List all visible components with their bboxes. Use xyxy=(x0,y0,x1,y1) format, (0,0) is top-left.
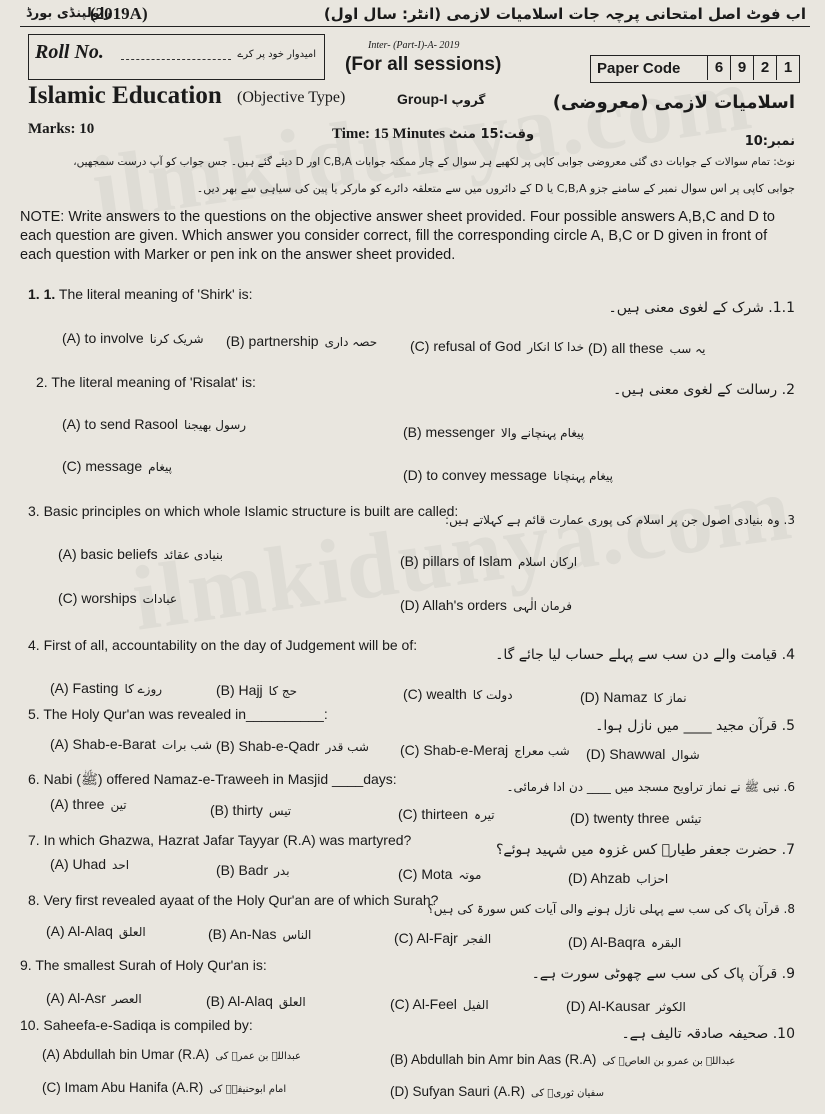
subject-en: Islamic Education xyxy=(28,82,222,109)
question-10-urdu: 10. صحیفہ صادقہ تالیف ہے۔ xyxy=(621,1026,795,1042)
paper-code-digit-3: 2 xyxy=(753,56,776,80)
q1-option-c: (C) refusal of God خدا کا انکار xyxy=(410,338,585,354)
paper-code-box xyxy=(590,55,800,83)
question-2-text xyxy=(36,374,256,390)
question-2-urdu: 2. رسالت کے لغوی معنی ہیں۔ xyxy=(613,382,795,398)
q1-option-b: (B) partnership حصہ داری xyxy=(226,333,378,349)
q1-option-d: (D) all these یہ سب xyxy=(588,340,706,356)
q3-option-a: (A) basic beliefs بنیادی عقائد xyxy=(58,546,223,562)
question-4-text xyxy=(28,637,417,653)
question-8-en: Very first revealed ayaat of the Holy Qur'an are of which Surah? xyxy=(43,892,439,908)
question-4-urdu: 4. قیامت والے دن سب سے پہلے حساب لیا جائے گا۔ xyxy=(495,647,795,663)
question-3-num: 3. xyxy=(28,503,40,519)
q10-option-c: (C) Imam Abu Hanifa (A.R) امام ابوحنیفہؒ کی xyxy=(42,1080,287,1095)
question-10-num: 10. xyxy=(20,1017,40,1033)
q3-option-d: (D) Allah's orders فرمان الٰہی xyxy=(400,597,573,613)
q8-option-b: (B) An-Nas الناس xyxy=(208,926,312,942)
question-10-en: Saheefa-e-Sadiqa is compiled by: xyxy=(43,1017,253,1033)
urdu-instruction-line1: نوٹ: تمام سوالات کے جوابات دی گئی معروضی جوابی کاپی پر لکھیے ہر سوال کے چار ممکنہ جوابات C,B,A اور D دیئے گئے ہیں۔ جس جواب کو آپ درست سمجھیں، xyxy=(73,156,795,168)
group-urdu: گروپ xyxy=(451,93,486,107)
question-6-num: 6. xyxy=(28,771,40,787)
q9-option-b: (B) Al-Alaq العلق xyxy=(206,993,306,1009)
question-9-en: The smallest Surah of Holy Qur'an is: xyxy=(35,957,267,973)
question-8-urdu: 8. قرآن پاک کی سب سے پہلی نازل ہونے والی آیات کس سورۃ کی ہیں؟ xyxy=(427,902,795,916)
q7-option-b: (B) Badr بدر xyxy=(216,862,290,878)
q4-option-a: (A) Fasting روزے کا xyxy=(50,680,163,696)
q8-option-d: (D) Al-Baqra البقرہ xyxy=(568,934,682,950)
question-3-en: Basic principles on which whole Islamic structure is built are called: xyxy=(43,503,459,519)
marks-label: Marks: 10 xyxy=(28,121,95,137)
paper-code-digit-2: 9 xyxy=(730,56,753,80)
marks-urdu: نمبر:10 xyxy=(744,134,795,149)
board-code: (2019A) xyxy=(90,4,148,23)
paper-code-label: Paper Code xyxy=(597,60,681,77)
q5-option-c: (C) Shab-e-Meraj شب معراج xyxy=(400,742,570,758)
urdu-title: اب فوٹ اصل امتحانی پرچہ جات اسلامیات لازمی (انٹر: سال اول) xyxy=(323,5,806,23)
q4-option-d: (D) Namaz نماز کا xyxy=(580,689,687,705)
question-4-en: First of all, accountability on the day of Judgement will be of: xyxy=(43,637,418,653)
q7-option-d: (D) Ahzab احزاب xyxy=(568,870,669,886)
urdu-instruction-line2: جوابی کاپی پر اس سوال نمبر کے سامنے جزو C,B,A یا D کے دائروں میں سے متعلقہ دائرے کو مارکر یا پین کی سیاہی سے بھر دیں۔ xyxy=(196,182,795,195)
question-5-num: 5. xyxy=(28,706,40,722)
q4-option-b: (B) Hajj حج کا xyxy=(216,682,298,698)
question-5-text xyxy=(28,706,328,722)
q3-option-c: (C) worships عبادات xyxy=(58,590,177,606)
q6-option-c: (C) thirteen تیرہ xyxy=(398,806,495,822)
question-1-urdu: 1.1. شرک کے لغوی معنی ہیں۔ xyxy=(608,300,795,316)
question-9-num: 9. xyxy=(20,957,32,973)
question-5-en: The Holy Qur'an was revealed in__________: xyxy=(43,706,328,722)
paper-code-digit-4: 1 xyxy=(776,56,799,80)
paper-code-digit-1: 6 xyxy=(707,56,730,80)
question-6-text xyxy=(28,771,397,791)
q2-option-b: (B) messenger پیغام پہنچانے والا xyxy=(403,424,585,440)
question-7-num: 7. xyxy=(28,832,40,848)
q9-option-c: (C) Al-Feel الفیل xyxy=(390,996,489,1012)
q2-option-a: (A) to send Rasool رسول بھیجنا xyxy=(62,416,247,432)
q4-option-c: (C) wealth دولت کا xyxy=(403,686,513,702)
q2-option-d: (D) to convey message پیغام پہنچانا xyxy=(403,467,613,483)
top-header-strip xyxy=(20,4,810,27)
q10-option-b: (B) Abdullah bin Amr bin Aas (R.A) عبداللہ بن عمرو بن العاصؓ کی xyxy=(390,1052,736,1067)
question-2-num: 2. xyxy=(36,374,48,390)
question-6-en: Nabi (ﷺ) offered Namaz-e-Traweeh in Masjid ____days: xyxy=(43,771,397,787)
group-en: Group-I xyxy=(397,91,448,107)
q2-option-c: (C) message پیغام xyxy=(62,458,172,474)
q3-option-b: (B) pillars of Islam ارکان اسلام xyxy=(400,553,578,569)
q7-option-a: (A) Uhad احد xyxy=(50,856,130,872)
q1-option-a: (A) to involve شریک کرنا xyxy=(62,330,204,346)
roll-no-blank xyxy=(121,59,231,60)
question-5-urdu: 5. قرآن مجید ____ میں نازل ہوا۔ xyxy=(595,718,795,734)
type-en: (Objective Type) xyxy=(237,89,346,106)
question-1-num: 1. 1. xyxy=(28,286,56,302)
question-1-en: The literal meaning of 'Shirk' is: xyxy=(58,286,253,302)
question-8-text xyxy=(28,892,438,908)
time-label xyxy=(332,126,534,143)
question-3-urdu: 3. وہ بنیادی اصول جن پر اسلام کی پوری عمارت قائم ہے کہلاتے ہیں: xyxy=(445,513,795,527)
time-en: Time: 15 Minutes xyxy=(332,126,446,142)
question-7-urdu: 7. حضرت جعفر طیارؓ کس غزوہ میں شہید ہوئے؟ xyxy=(495,842,795,858)
roll-no-urdu: امیدوار خود پر کرے xyxy=(237,49,316,60)
question-4-num: 4. xyxy=(28,637,40,653)
q9-option-d: (D) Al-Kausar الکوثر xyxy=(566,998,686,1014)
question-9-text xyxy=(20,957,267,973)
question-10-text xyxy=(20,1017,253,1033)
q7-option-c: (C) Mota موتہ xyxy=(398,866,482,882)
q5-option-b: (B) Shab-e-Qadr شب قدر xyxy=(216,738,369,754)
inter-label: Inter- (Part-I)-A- 2019 xyxy=(368,40,460,51)
q6-option-b: (B) thirty تیس xyxy=(210,802,292,818)
question-2-en: The literal meaning of 'Risalat' is: xyxy=(51,374,256,390)
question-1-text xyxy=(28,286,253,302)
question-7-en: In which Ghazwa, Hazrat Jafar Tayyar (R.A) was martyred? xyxy=(43,832,412,848)
q6-option-d: (D) twenty three تیئس xyxy=(570,810,702,826)
q10-option-d: (D) Sufyan Sauri (A.R) سفیان ثوریؒ کی xyxy=(390,1084,604,1099)
sessions-label: (For all sessions) xyxy=(345,54,502,75)
subject-urdu: اسلامیات لازمی (معروضی) xyxy=(552,92,795,113)
q8-option-c: (C) Al-Fajr الفجر xyxy=(394,930,492,946)
roll-no-box xyxy=(28,34,325,80)
note-en: NOTE: Write answers to the questions on the objective answer sheet provided. Four possible answers A,B,C and D to each question are given. Which answer you consider correct, fill the corresponding circle A, B,C or D given in front of each question with Marker or pen ink on the answer sheet provided. xyxy=(20,209,775,263)
group-label xyxy=(397,91,485,107)
q5-option-d: (D) Shawwal شوال xyxy=(586,746,700,762)
time-urdu: وقت:15 منٹ xyxy=(448,127,535,142)
question-9-urdu: 9. قرآن پاک کی سب سے چھوٹی سورت ہے۔ xyxy=(531,966,795,982)
q9-option-a: (A) Al-Asr العصر xyxy=(46,990,142,1006)
q5-option-a: (A) Shab-e-Barat شب برات xyxy=(50,736,213,752)
roll-no-label: Roll No. xyxy=(35,41,104,63)
question-8-num: 8. xyxy=(28,892,40,908)
q10-option-a: (A) Abdullah bin Umar (R.A) عبداللہ بن عمرؓ کی xyxy=(42,1047,301,1062)
q8-option-a: (A) Al-Alaq العلق xyxy=(46,923,146,939)
question-7-text xyxy=(28,832,411,848)
question-6-urdu: 6. نبی ﷺ نے نماز تراویح مسجد میں ____ دن ادا فرمائی۔ xyxy=(506,780,795,794)
q6-option-a: (A) three تین xyxy=(50,796,127,812)
board-urdu: راولپنڈی بورڈ xyxy=(26,6,112,21)
question-3-text xyxy=(28,503,458,519)
